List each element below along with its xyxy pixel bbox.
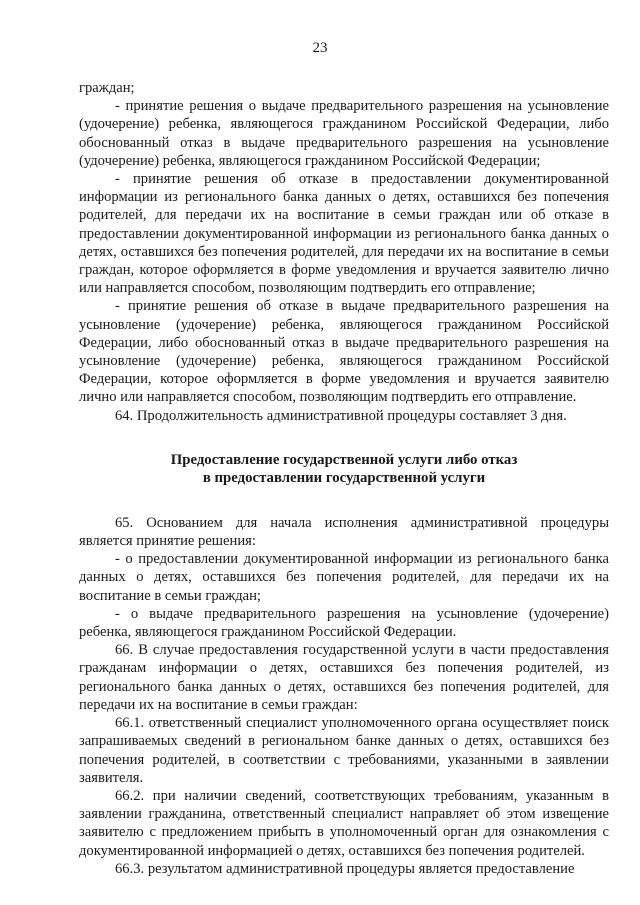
paragraph-refusal-documented-info: - принятие решения об отказе в предоставлении документированной информации из регионального банка данных о детях, оставшихся без попечения родителей, для передачи их на воспитание в семьи граждан или об отказе в предоставлении документированной информации из регионального банка данных о детях, оставшихся без попечения родителей, для передачи их на воспитание в семьи граждан, которое оформляется в форме уведомления и вручается заявителю лично или направляется способом, позволяющим подтвердить его отправление; — [79, 171, 609, 297]
section-heading-line-1: Предоставление государственной услуги либо отказ — [170, 451, 518, 468]
paragraph-66-2: 66.2. при наличии сведений, соответствующих требованиям, указанным в заявлении гражданина, ответственный специалист направляет об этом извещение заявителю с предложением прибыть в уполномоченный орган для ознакомления с документированной информацией о детях, оставшихся без попечения родителей. — [79, 787, 609, 859]
paragraph-continuation: граждан; — [79, 80, 135, 96]
section-heading-line-2: в предоставлении государственной услуги — [202, 470, 486, 487]
section-heading — [79, 451, 609, 488]
paragraph-65-basis: 65. Основанием для начала исполнения административной процедуры является принятие решения: — [79, 514, 609, 550]
paragraph-64-duration: 64. Продолжительность административной процедуры составляет 3 дня. — [115, 407, 567, 424]
page-number: 23 — [312, 40, 328, 56]
paragraph-65-item-documented-info: - о предоставлении документированной информации из регионального банка данных о детях, оставшихся без попечения родителей, для передачи их на воспитание в семьи граждан; — [79, 551, 609, 604]
paragraph-66-1: 66.1. ответственный специалист уполномоченного органа осуществляет поиск запрашиваемых сведений в региональном банке данных о детях, оставшихся без попечения родителей, в соответствии с требованиями, указанными в заявлении заявителя. — [79, 715, 609, 786]
paragraph-refusal-preliminary-permit: - принятие решения об отказе в выдаче предварительного разрешения на усыновление (удочерение) ребенка, являющегося гражданином Российской Федерации, либо обоснованный отказ в выдаче предварительного разрешения на усыновление (удочерение) ребенка, являющегося гражданином Российской Федерации, которое оформляется в форме уведомления и вручается заявителю лично или направляется способом, позволяющим подтвердить его отправление. — [79, 298, 609, 406]
document-body — [79, 79, 609, 878]
paragraph-66-3: 66.3. результатом административной процедуры является предоставление — [115, 860, 575, 877]
paragraph-decision-preliminary-permit: - принятие решения о выдаче предварительного разрешения на усыновление (удочерение) ребенка, являющегося гражданином Российской Федерации, либо обоснованный отказ в выдаче предварительного разрешения на усыновление (удочерение) ребенка, являющегося гражданином Российской Федерации; — [79, 98, 609, 169]
paragraph-66-case: 66. В случае предоставления государственной услуги в части предоставления гражданам информации о детях, оставшихся без попечения родителей, из регионального банка данных о детях, оставшихся без попечения родителей, для передачи их на воспитание в семьи граждан: — [79, 642, 609, 713]
paragraph-65-item-preliminary-permit: - о выдаче предварительного разрешения на усыновление (удочерение) ребенка, являющегося гражданином Российской Федерации. — [79, 605, 609, 641]
